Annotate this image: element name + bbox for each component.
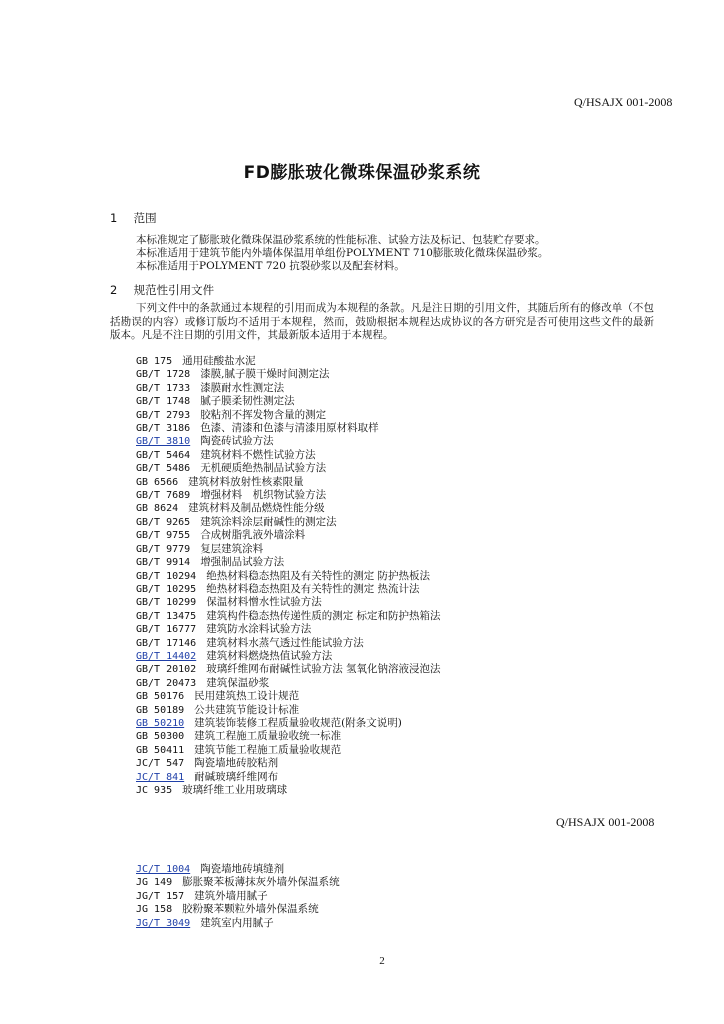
reference-code: GB/T 9914 [136,557,191,569]
reference-code-link[interactable]: GB/T 14402 [136,650,197,662]
reference-item [136,704,441,717]
reference-code: JG/T 157 [136,890,185,902]
reference-code-link[interactable]: JC/T 841 [136,771,185,783]
reference-item [136,717,441,730]
reference-code: GB/T 1748 [136,396,191,408]
reference-item [136,543,441,556]
reference-item [136,556,441,569]
reference-code: GB/T 16777 [136,624,197,636]
reference-code: GB/T 5464 [136,449,191,461]
reference-list-continued [136,863,340,930]
section-1-heading [110,210,157,226]
reference-item [136,757,441,770]
reference-title: 建筑外墙用腻子 [194,889,268,902]
reference-item [136,663,441,676]
reference-code-link[interactable]: GB/T 3810 [136,436,191,448]
reference-code: GB/T 20473 [136,677,197,689]
reference-item [136,890,340,903]
reference-item [136,690,441,703]
reference-title: 建筑节能工程施工质量验收规范 [194,743,342,756]
reference-code: JG 158 [136,904,173,916]
standard-code-header: Q/HSAJX 001-2008 [556,815,655,829]
reference-code: JG 149 [136,877,173,889]
reference-title: 增强制品试验方法 [200,556,285,569]
reference-title: 建筑保温砂浆 [206,676,270,689]
reference-title: 建筑室内用腻子 [200,916,274,929]
page-number: 2 [379,955,385,967]
scope-line-3: 本标准适用于POLYMENT 720 抗裂砂浆以及配套材料。 [136,260,405,272]
scope-line-1: 本标准规定了膨胀玻化微珠保温砂浆系统的性能标准、试验方法及标记、包装贮存要求。 [136,234,546,246]
reference-title: 民用建筑热工设计规范 [194,690,300,703]
section-number: 2 [110,283,118,297]
scope-line-2: 本标准适用于建筑节能内外墙体保温用单组份POLYMENT 710膨胀玻化微珠保温砂浆。 [136,247,549,259]
reference-item [136,863,340,876]
reference-code: GB/T 1733 [136,382,191,394]
reference-code: GB/T 13475 [136,610,197,622]
reference-code: GB 50189 [136,704,185,716]
reference-item [136,462,441,475]
reference-item [136,784,441,797]
reference-code: JC/T 547 [136,758,185,770]
reference-code: GB 8624 [136,503,179,515]
reference-code-link[interactable]: JC/T 1004 [136,864,191,875]
section-heading-text: 规范性引用文件 [133,283,215,297]
reference-code-link[interactable]: JG/T 3049 [136,917,191,929]
reference-title: 胶粉聚苯颗粒外墙外保温系统 [182,903,319,916]
reference-title: 合成树脂乳液外墙涂料 [200,529,306,542]
reference-item [136,570,441,583]
reference-title: 无机硬质绝热制品试验方法 [200,462,327,475]
reference-item [136,476,441,489]
section-number: 1 [110,211,118,225]
reference-code: GB/T 7689 [136,490,191,502]
reference-title: 漆膜耐水性测定法 [200,381,285,394]
reference-item [136,583,441,596]
reference-code: GB/T 10295 [136,583,197,595]
reference-item [136,422,441,435]
reference-item [136,449,441,462]
reference-title: 绝热材料稳态热阻及有关特性的测定 热流计法 [206,582,420,595]
reference-title: 建筑材料及制品燃烧性能分级 [188,502,325,515]
reference-item [136,435,441,448]
reference-item [136,876,340,889]
reference-title: 陶瓷墙地砖胶粘剂 [194,757,279,770]
section-heading-text: 范围 [133,211,157,225]
reference-item [136,771,441,784]
reference-title: 建筑防水涂料试验方法 [206,623,312,636]
reference-title: 公共建筑节能设计标准 [194,703,300,716]
reference-code-link[interactable]: GB 50210 [136,717,185,729]
reference-list [136,355,441,797]
reference-code: GB/T 17146 [136,637,197,649]
reference-title: 漆膜,腻子膜干燥时间测定法 [200,368,330,381]
reference-code: GB/T 10294 [136,570,197,582]
reference-item [136,623,441,636]
reference-code: GB 50176 [136,691,185,703]
reference-item [136,516,441,529]
reference-title: 陶瓷墙地砖填缝剂 [200,863,285,875]
reference-code: GB/T 2793 [136,409,191,421]
reference-item [136,368,441,381]
reference-item [136,650,441,663]
reference-item [136,677,441,690]
reference-item [136,355,441,368]
reference-item [136,903,340,916]
reference-item [136,610,441,623]
section-2-heading [110,282,214,298]
reference-title: 保温材料憎水性试验方法 [206,596,322,609]
reference-item [136,917,340,930]
reference-title: 建筑工程施工质量验收统一标准 [194,730,342,743]
reference-item [136,637,441,650]
reference-title: 胶粘剂不挥发物含量的测定 [200,408,327,421]
reference-item [136,409,441,422]
reference-title: 通用硅酸盐水泥 [182,355,256,367]
standard-code-header: Q/HSAJX 001-2008 [574,95,673,109]
reference-title: 腻子膜柔韧性测定法 [200,395,295,408]
reference-code: JC 935 [136,785,173,796]
reference-code: GB/T 5486 [136,463,191,475]
reference-title: 复层建筑涂料 [200,542,264,555]
reference-item [136,395,441,408]
reference-title: 建筑装饰装修工程质量验收规范(附条文说明) [194,716,402,729]
reference-title: 建筑涂料涂层耐碱性的测定法 [200,515,337,528]
reference-item [136,744,441,757]
reference-code: GB/T 1728 [136,369,191,381]
reference-code: GB/T 9755 [136,530,191,542]
reference-code: GB/T 3186 [136,423,191,435]
reference-title: 玻璃纤维工业用玻璃球 [182,784,288,796]
reference-title: 陶瓷砖试验方法 [200,435,274,448]
reference-item [136,529,441,542]
reference-code: GB/T 10299 [136,597,197,609]
reference-code: GB/T 9779 [136,543,191,555]
reference-item [136,489,441,502]
document-title: FD膨胀玻化微珠保温砂浆系统 [243,163,481,183]
reference-code: GB 175 [136,356,173,367]
reference-code: GB 50300 [136,731,185,743]
reference-item [136,382,441,395]
reference-title: 建筑材料燃烧热值试验方法 [206,649,333,662]
normative-references-intro: 下列文件中的条款通过本规程的引用而成为本规程的条款。凡是注日期的引用文件，其随后所有的修改单（不包括勘误的内容）或修订版均不适用于本规程，然而，鼓励根据本规程达成协议的各方研究是否可使用这些文件的最新版本。凡是不注日期的引用文件，其最新版本适用于本规程。 [110,302,654,341]
reference-title: 建筑材料放射性核素限量 [188,475,304,488]
reference-item [136,502,441,515]
reference-title: 色漆、清漆和色漆与清漆用原材料取样 [200,422,379,435]
reference-title: 建筑材料不燃性试验方法 [200,448,316,461]
reference-title: 玻璃纤维网布耐碱性试验方法 氢氧化钠溶液浸泡法 [206,663,441,676]
reference-title: 绝热材料稳态热阻及有关特性的测定 防护热板法 [206,569,431,582]
reference-title: 耐碱玻璃纤维网布 [194,770,279,783]
reference-title: 增强材料 机织物试验方法 [200,489,327,502]
reference-code: GB/T 20102 [136,664,197,676]
reference-code: GB 6566 [136,476,179,488]
reference-title: 建筑材料水蒸气透过性能试验方法 [206,636,364,649]
reference-code: GB/T 9265 [136,516,191,528]
reference-title: 膨胀聚苯板薄抹灰外墙外保温系统 [182,876,340,889]
reference-item [136,730,441,743]
reference-item [136,596,441,609]
reference-code: GB 50411 [136,744,185,756]
reference-title: 建筑构件稳态热传递性质的测定 标定和防护热箱法 [206,609,441,622]
